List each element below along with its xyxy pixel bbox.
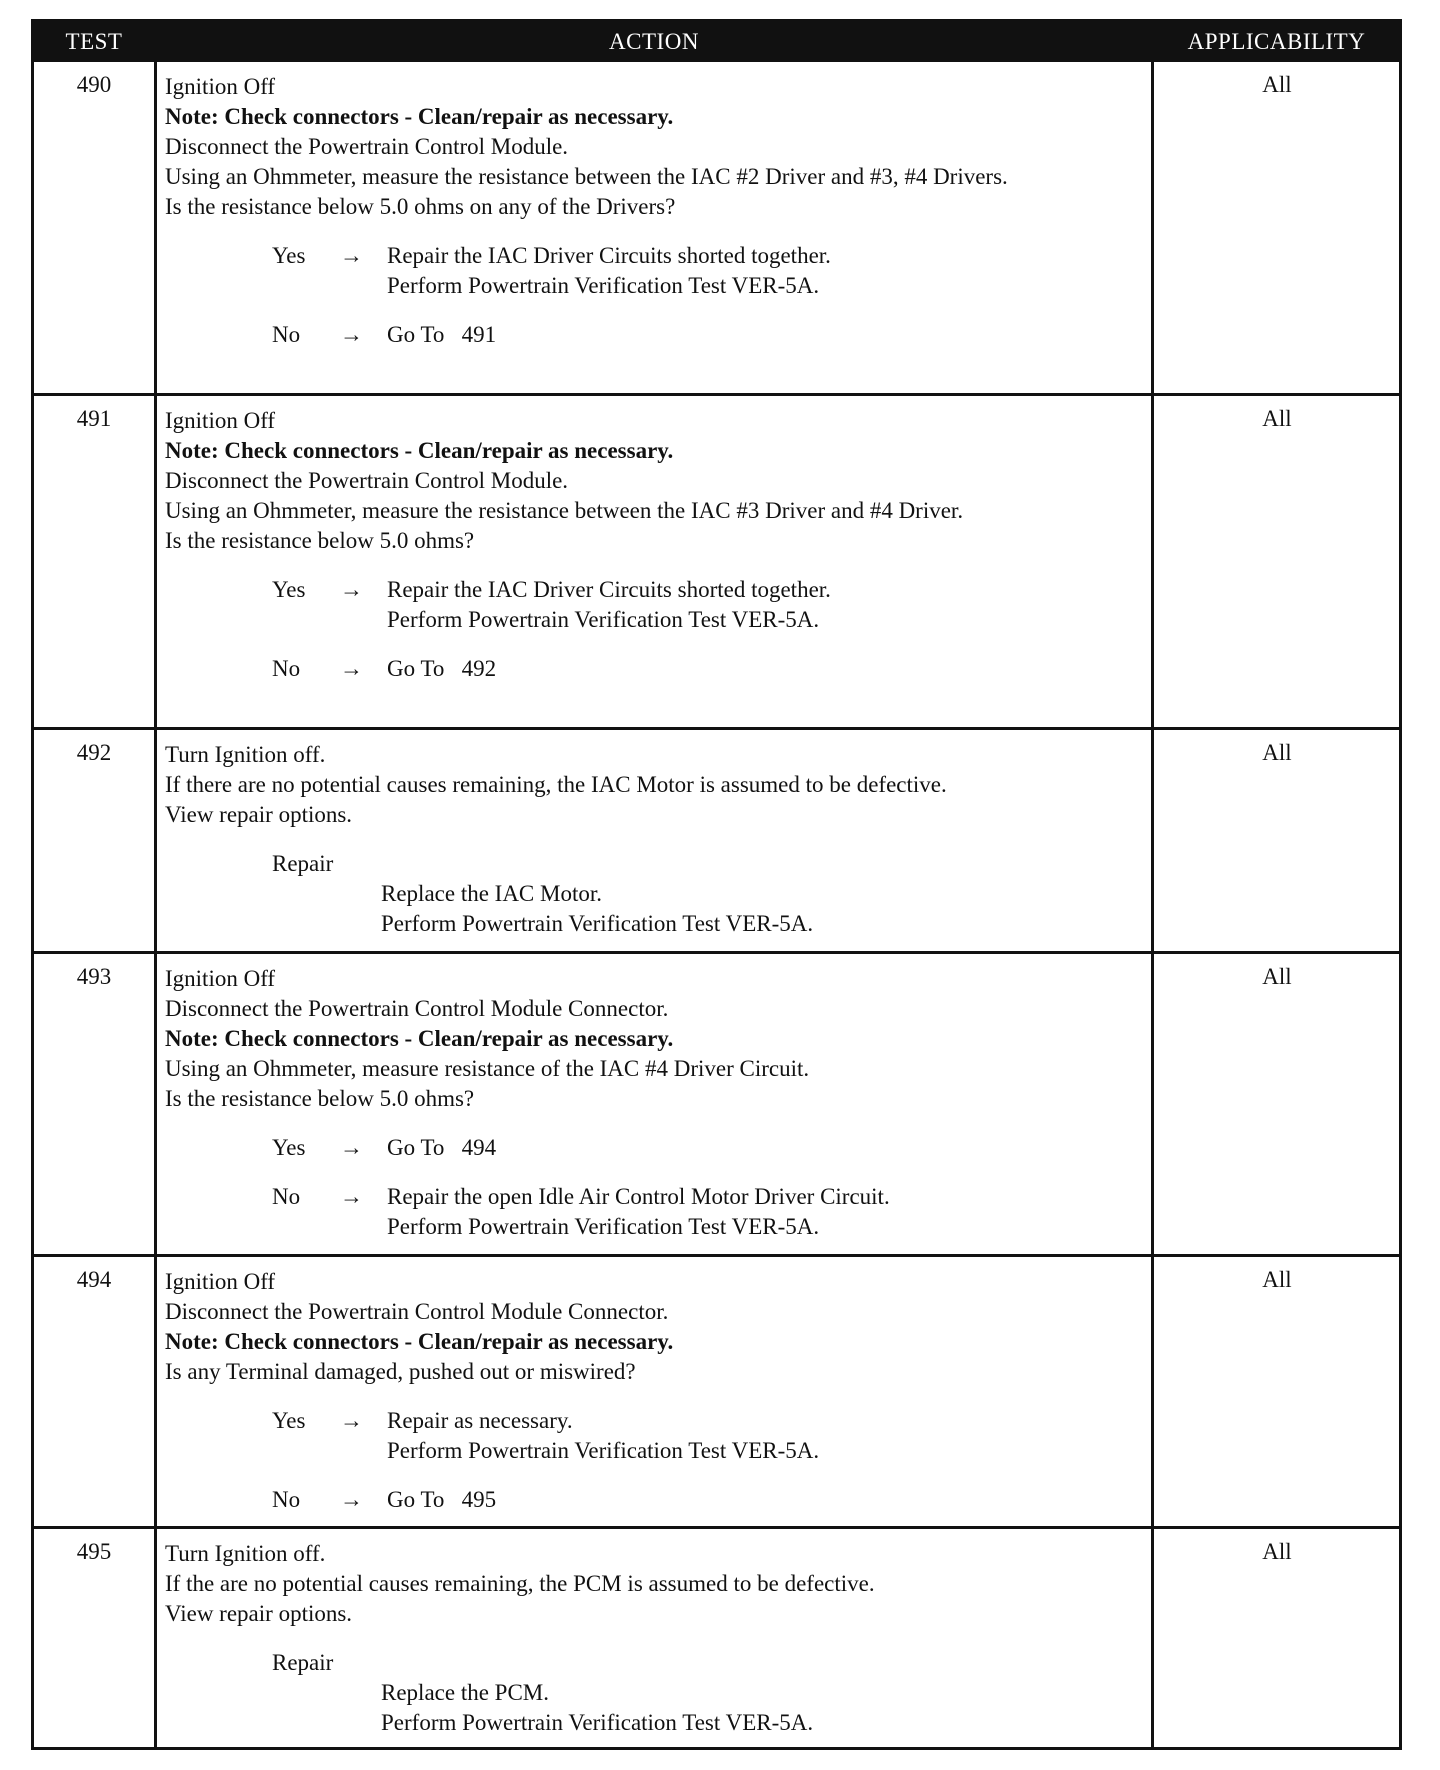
yes-label: Yes xyxy=(272,1408,306,1433)
table-row xyxy=(34,954,1399,1254)
step-text: Ignition Off xyxy=(165,408,276,433)
header-test: TEST xyxy=(34,22,154,62)
no-branch xyxy=(165,320,1152,350)
action-cell xyxy=(165,740,1152,939)
step-text: If the are no potential causes remaining, the PCM is assumed to be defective. xyxy=(165,1571,875,1596)
step-text: Using an Ohmmeter, measure the resistance between the IAC #2 Driver and #3, #4 Drivers. xyxy=(165,164,1008,189)
no-result: Go To 491 xyxy=(387,322,497,347)
no-result-continued: Perform Powertrain Verification Test VER-5A. xyxy=(387,1214,820,1239)
applicability-value: All xyxy=(1262,72,1292,97)
no-label: No xyxy=(272,1487,301,1512)
action-cell xyxy=(165,964,1152,1242)
yes-result: Repair the IAC Driver Circuits shorted together. xyxy=(387,243,831,268)
action-cell xyxy=(165,1267,1152,1515)
yes-label: Yes xyxy=(272,577,306,602)
yes-result-continued: Perform Powertrain Verification Test VER-5A. xyxy=(387,1438,820,1463)
action-cell xyxy=(165,72,1152,350)
test-number: 494 xyxy=(76,1267,112,1292)
step-text: Disconnect the Powertrain Control Module Connector. xyxy=(165,996,669,1021)
no-branch xyxy=(165,1182,1152,1212)
question-text: Is any Terminal damaged, pushed out or miswired? xyxy=(165,1359,636,1384)
yes-result: Go To 494 xyxy=(387,1135,497,1160)
applicability-value: All xyxy=(1262,1539,1292,1564)
yes-branch xyxy=(165,575,1152,605)
step-text: Turn Ignition off. xyxy=(165,742,326,767)
step-text: Using an Ohmmeter, measure resistance of the IAC #4 Driver Circuit. xyxy=(165,1056,810,1081)
step-text: Disconnect the Powertrain Control Module Connector. xyxy=(165,1299,669,1324)
question-text: Is the resistance below 5.0 ohms? xyxy=(165,528,475,553)
header-applicability: APPLICABILITY xyxy=(1154,22,1399,62)
applicability-value: All xyxy=(1262,740,1292,765)
applicability-value: All xyxy=(1262,1267,1292,1292)
step-text: Ignition Off xyxy=(165,1269,276,1294)
table-row xyxy=(34,62,1399,393)
arrow-right-icon: → xyxy=(340,322,363,347)
step-text: Disconnect the Powertrain Control Module. xyxy=(165,468,569,493)
yes-result: Repair the IAC Driver Circuits shorted together. xyxy=(387,577,831,602)
step-text: Disconnect the Powertrain Control Module. xyxy=(165,134,569,159)
yes-result-continued: Perform Powertrain Verification Test VER-5A. xyxy=(387,273,820,298)
arrow-right-icon: → xyxy=(340,577,363,602)
diagnostic-table xyxy=(31,19,1402,1750)
note-text: Note: Check connectors - Clean/repair as necessary. xyxy=(165,438,674,463)
no-label: No xyxy=(272,1184,301,1209)
no-result: Repair the open Idle Air Control Motor Driver Circuit. xyxy=(387,1184,890,1209)
test-number: 491 xyxy=(76,406,112,431)
note-text: Note: Check connectors - Clean/repair as necessary. xyxy=(165,1329,674,1354)
yes-branch xyxy=(165,241,1152,271)
step-text: Turn Ignition off. xyxy=(165,1541,326,1566)
arrow-right-icon: → xyxy=(340,1135,363,1160)
no-label: No xyxy=(272,656,301,681)
applicability-value: All xyxy=(1262,964,1292,989)
no-result: Go To 495 xyxy=(387,1487,497,1512)
test-number: 492 xyxy=(76,740,112,765)
arrow-right-icon: → xyxy=(340,1408,363,1433)
question-text: Is the resistance below 5.0 ohms? xyxy=(165,1086,475,1111)
step-text: View repair options. xyxy=(165,802,353,827)
repair-label: Repair xyxy=(272,851,334,876)
yes-branch xyxy=(165,1406,1152,1436)
action-cell xyxy=(165,1539,1152,1738)
test-number: 493 xyxy=(76,964,112,989)
table-row xyxy=(34,1529,1399,1747)
step-text: Ignition Off xyxy=(165,74,276,99)
test-number: 490 xyxy=(76,72,112,97)
arrow-right-icon: → xyxy=(340,243,363,268)
no-label: No xyxy=(272,322,301,347)
step-text: Using an Ohmmeter, measure the resistance between the IAC #3 Driver and #4 Driver. xyxy=(165,498,964,523)
note-text: Note: Check connectors - Clean/repair as necessary. xyxy=(165,104,674,129)
step-text: Ignition Off xyxy=(165,966,276,991)
header-action: ACTION xyxy=(154,22,1154,62)
test-number: 495 xyxy=(76,1539,112,1564)
repair-step: Replace the PCM. xyxy=(381,1680,549,1705)
step-text: View repair options. xyxy=(165,1601,353,1626)
yes-result: Repair as necessary. xyxy=(387,1408,573,1433)
yes-label: Yes xyxy=(272,1135,306,1160)
table-row xyxy=(34,730,1399,951)
note-text: Note: Check connectors - Clean/repair as necessary. xyxy=(165,1026,674,1051)
no-result: Go To 492 xyxy=(387,656,497,681)
arrow-right-icon: → xyxy=(340,1184,363,1209)
action-cell xyxy=(165,406,1152,684)
arrow-right-icon: → xyxy=(340,656,363,681)
repair-step: Perform Powertrain Verification Test VER-5A. xyxy=(381,1710,814,1735)
repair-step: Replace the IAC Motor. xyxy=(381,881,603,906)
table-row xyxy=(34,396,1399,727)
arrow-right-icon: → xyxy=(340,1487,363,1512)
no-branch xyxy=(165,654,1152,684)
yes-branch xyxy=(165,1133,1152,1163)
repair-step: Perform Powertrain Verification Test VER-5A. xyxy=(381,911,814,936)
table-row xyxy=(34,1257,1399,1526)
question-text: Is the resistance below 5.0 ohms on any of the Drivers? xyxy=(165,194,676,219)
yes-result-continued: Perform Powertrain Verification Test VER-5A. xyxy=(387,607,820,632)
applicability-value: All xyxy=(1262,406,1292,431)
no-branch xyxy=(165,1485,1152,1515)
step-text: If there are no potential causes remaining, the IAC Motor is assumed to be defective. xyxy=(165,772,947,797)
repair-label: Repair xyxy=(272,1650,334,1675)
yes-label: Yes xyxy=(272,243,306,268)
